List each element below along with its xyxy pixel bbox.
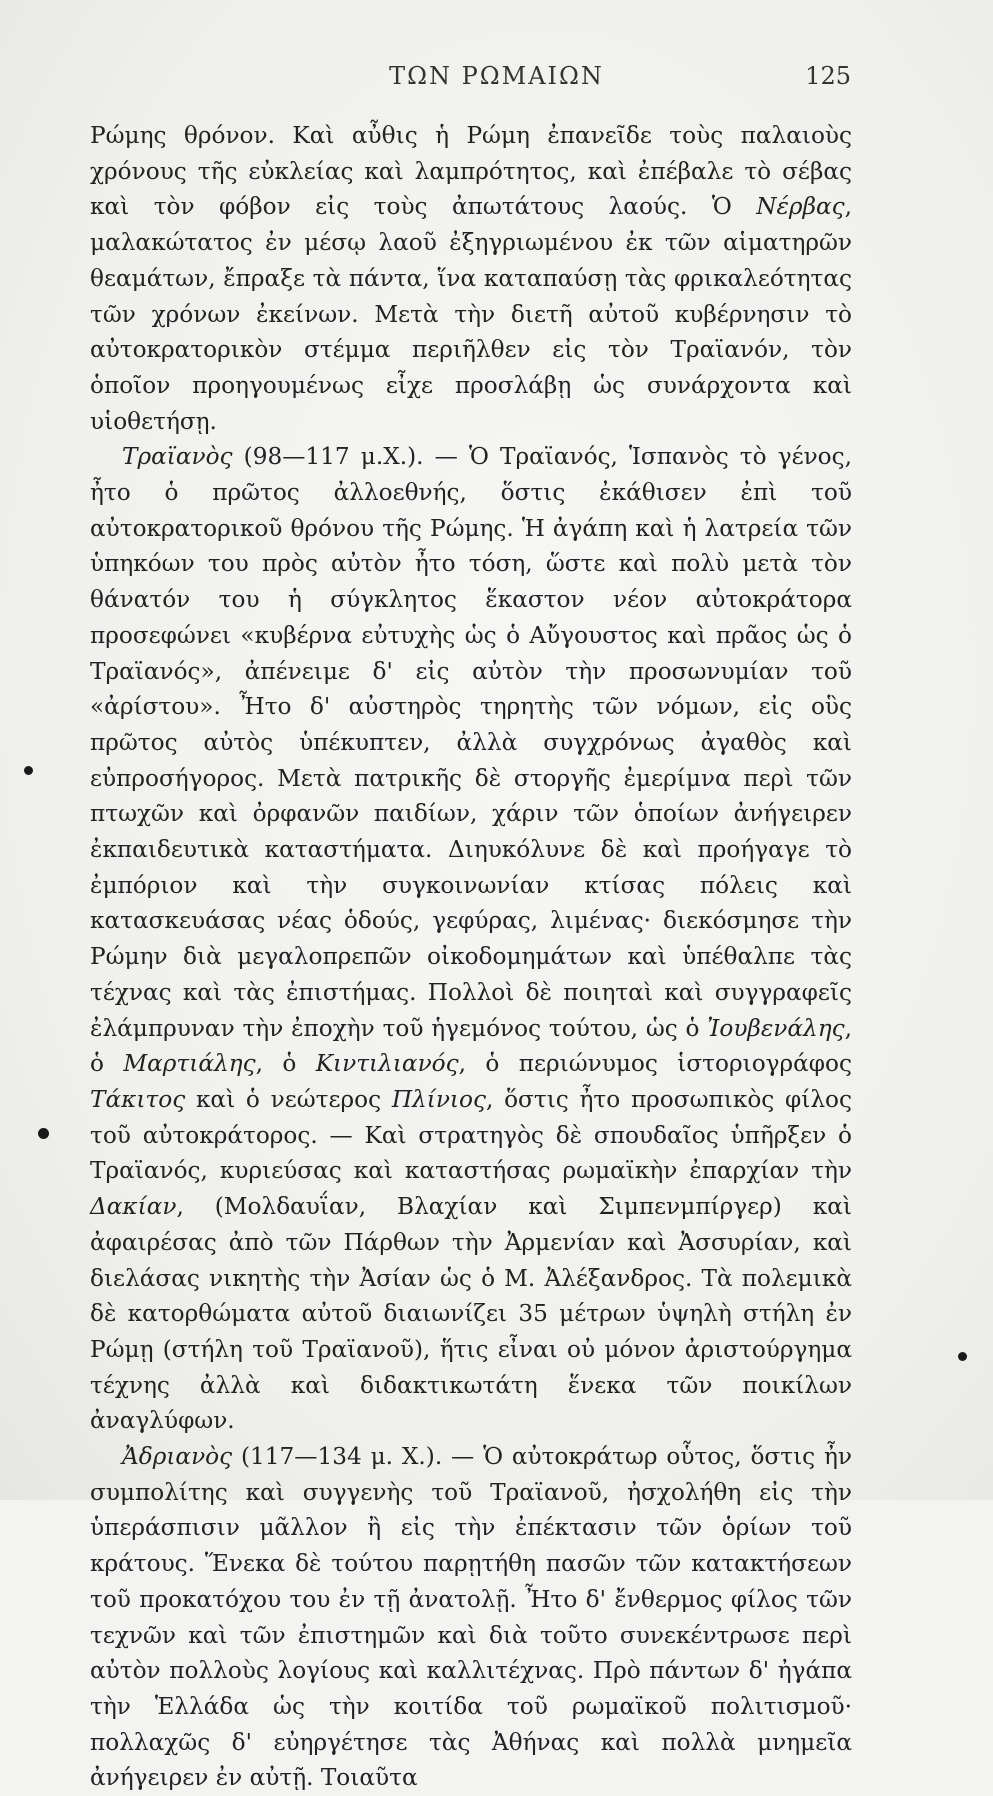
margin-ink-dot [958,1352,967,1361]
text-segment: καὶ ὁ νεώτερος [185,1085,392,1113]
italic-name-segment: Δακίαν [90,1193,177,1221]
italic-name-segment: Τάκιτος [90,1085,186,1113]
paragraph-nerva [90,118,852,439]
italic-name-segment: Πλίνιος [391,1085,486,1113]
page-number: 125 [805,62,851,90]
text-segment: (117—134 μ. Χ.). — Ὁ αὐτοκράτωρ οὗτος, ὅστις ἦν συμπολίτης καὶ συγγενὴς τοῦ Τραϊανοῦ, ἠσχολήθη εἰς τὴν ὑπεράσπισιν μᾶλλον ἢ εἰς τὴν ἐπέκτασιν τῶν ὁρίων τοῦ κράτους. Ἕνεκα δὲ τούτου παρῃτήθη πασῶν τῶν κατακτήσεων τοῦ προκατόχου του ἐν τῇ ἀνατολῇ. Ἦτο δ' ἔνθερμος φίλος τῶν τεχνῶν καὶ τῶν ἐπιστημῶν καὶ διὰ τοῦτο συνεκέντρωσε περὶ αὐτὸν πολλοὺς λογίους καὶ καλλιτέχνας. Πρὸ πάντων δ' ἠγάπα τὴν Ἑλλάδα ὡς τὴν κοιτίδα τοῦ ρωμαϊκοῦ πολιτισμοῦ· πολλαχῶς δ' εὐηργέτησε τὰς Ἀθήνας καὶ πολλὰ μνημεῖα ἀνήγειρεν ἐν αὐτῇ. Τοιαῦτα [90,1443,852,1792]
paragraph-hadrian [90,1439,852,1796]
italic-name-segment: Μαρτιάλης [123,1050,256,1078]
text-segment: , ὅστις ἦτο προσωπικὸς φίλος τοῦ αὐτοκράτορος. — Καὶ στρατηγὸς δὲ σπουδαῖος ὑπῆρξεν ὁ Τραϊανός, κυριεύσας καὶ καταστήσας ρωμαϊκὴν ἐπαρχίαν τὴν [90,1085,852,1185]
text-segment: , (Μολδαυΐαν, Βλαχίαν καὶ Σιμπενμπίργερ) καὶ ἀφαιρέσας ἀπὸ τῶν Πάρθων τὴν Ἀρμενίαν καὶ Ἀσσυρίαν, καὶ διελάσας νικητὴς τὴν Ἀσίαν ὡς ὁ Μ. Ἀλέξανδρος. Τὰ πολεμικὰ δὲ κατορθώματα αὐτοῦ διαιωνίζει 35 μέτρων ὑψηλὴ στήλη ἐν Ρώμῃ (στήλη τοῦ Τραϊανοῦ), ἥτις εἶναι οὐ μόνον ἀριστούργημα τέχνης ἀλλὰ καὶ διδακτικωτάτη ἕνεκα τῶν ποικίλων ἀναγλύφων. [90,1193,852,1435]
text-segment: , ὁ [255,1050,316,1078]
italic-name-segment: Νέρβας [756,193,845,221]
text-segment: , ὁ περιώνυμος ἱστοριογράφος [458,1050,852,1078]
text-segment: Ρώμης θρόνον. Καὶ αὖθις ἡ Ρώμη ἐπανεῖδε τοὺς παλαιοὺς χρόνους τῆς εὐκλείας καὶ λαμπρότητος, καὶ ἐπέβαλε τὸ σέβας καὶ τὸν φόβον εἰς τοὺς ἀπωτάτους λαούς. Ὁ [90,122,852,221]
italic-name-segment: Κιντιλιανός [315,1050,459,1078]
margin-ink-dot [38,1128,49,1139]
text-segment: (98—117 μ.Χ.). — Ὁ Τραϊανός, Ἱσπανὸς τὸ γένος, ἦτο ὁ πρῶτος ἀλλοεθνής, ὅστις ἐκάθισεν ἐπὶ τοῦ αὐτοκρατορικοῦ θρόνου τῆς Ρώμης. Ἡ ἀγάπη καὶ ἡ λατρεία τῶν ὑπηκόων του πρὸς αὐτὸν ἦτο τόση, ὥστε καὶ πολὺ μετὰ τὸν θάνατόν του ἡ σύγκλητος ἕκαστον νέον αὐτοκράτορα προσεφώνει «κυβέρνα εὐτυχὴς ὡς ὁ Αὔγουστος καὶ πρᾶος ὡς ὁ Τραϊανός», ἀπένειμε δ' εἰς αὐτὸν τὴν προσωνυμίαν τοῦ «ἀρίστου». Ἦτο δ' αὐστηρὸς τηρητὴς τῶν νόμων, εἰς οὓς πρῶτος αὐτὸς ὑπέκυπτεν, ἀλλὰ συγχρόνως ἀγαθὸς καὶ εὐπροσήγορος. Μετὰ πατρικῆς δὲ στοργῆς ἐμερίμνα περὶ τῶν πτωχῶν καὶ ὀρφανῶν παιδίων, χάριν τῶν ὁποίων ἀνήγειρεν ἐκπαιδευτικὰ καταστήματα. Διηυκόλυνε δὲ καὶ προήγαγε τὸ ἐμπόριον καὶ τὴν συγκοινωνίαν κτίσας πόλεις καὶ κατασκευάσας νέας ὁδούς, γεφύρας, λιμένας· διεκόσμησε τὴν Ρώμην διὰ μεγαλοπρεπῶν οἰκοδομημάτων καὶ ὑπέθαλπε τὰς τέχνας καὶ τὰς ἐπιστήμας. Πολλοὶ δὲ ποιηταὶ καὶ συγγραφεῖς ἐλάμπρυναν τὴν ἐποχὴν τοῦ ἡγεμόνος τούτου, ὡς ὁ [90,443,852,1042]
paragraph-trajan [90,439,852,1439]
italic-name-segment: Ἰουβενάλης [707,1014,845,1042]
running-head-title: ΤΩΝ ΡΩΜΑΙΩΝ [389,62,604,90]
body-text [90,118,852,1796]
text-segment: , ὁ [90,1014,852,1078]
italic-name-segment: Τραϊανὸς [122,443,233,471]
margin-ink-dot [24,766,33,775]
text-segment: , μαλακώτατος ἐν μέσῳ λαοῦ ἐξηγριωμένου ἐκ τῶν αἱματηρῶν θεαμάτων, ἔπραξε τὰ πάντα, ἵνα καταπαύσῃ τὰς φρικαλεότητας τῶν χρόνων ἐκείνων. Μετὰ τὴν διετῆ αὐτοῦ κυβέρνησιν τὸ αὐτοκρατορικὸν στέμμα περιῆλθεν εἰς τὸν Τραϊανόν, τὸν ὁποῖον προηγουμένως εἶχε προσλάβῃ ὡς συνάρχοντα καὶ υἱοθετήσῃ. [90,193,852,435]
running-head [0,62,993,98]
italic-name-segment: Ἀδριανὸς [122,1443,233,1471]
